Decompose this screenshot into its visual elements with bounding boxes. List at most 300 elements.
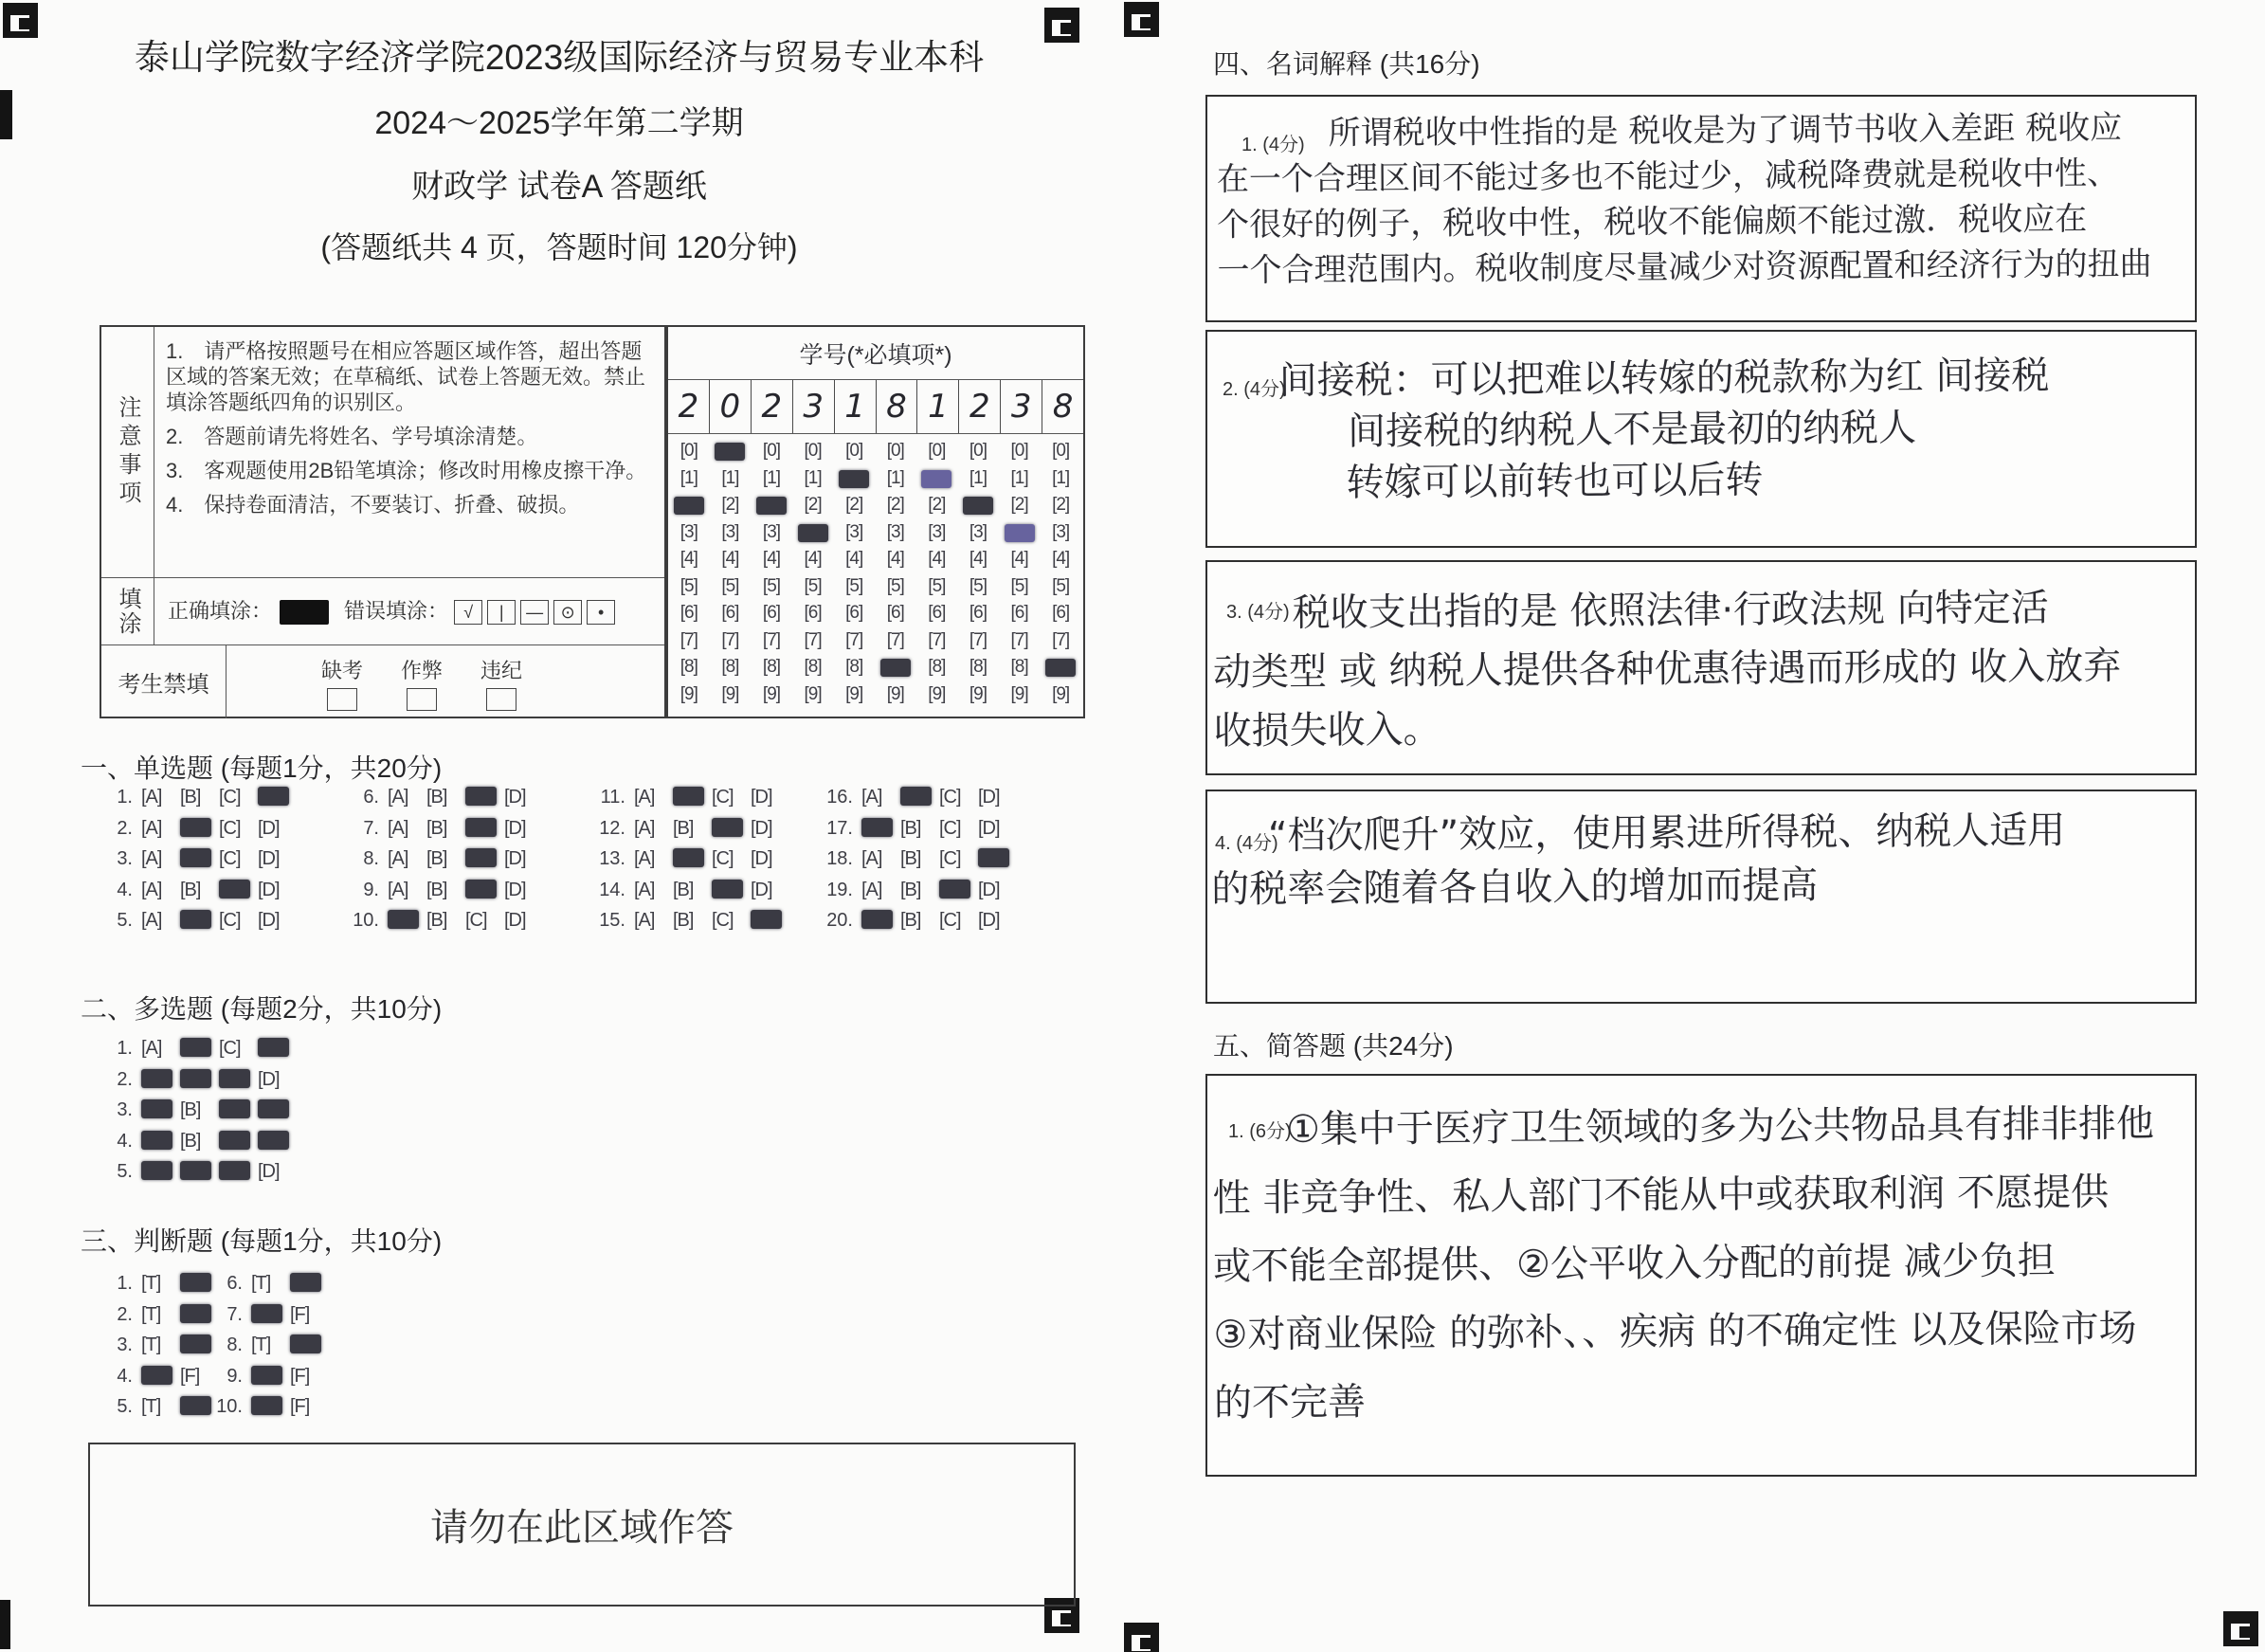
wrong-fill-example-box: • [587, 600, 615, 625]
no-answer-zone-text: 请勿在此区域作答 [430, 1507, 734, 1549]
answer-box-short-answer-1 [1205, 1074, 2197, 1477]
id-bubble: [4] [680, 549, 698, 569]
id-bubble: [6] [1010, 603, 1028, 623]
answer-bubble: [C] [939, 787, 961, 808]
id-bubble: [9] [969, 683, 988, 704]
answer-bubble: [B] [426, 787, 447, 808]
section-heading-single-choice: 一、单选题 (每题1分，共20分) [81, 753, 443, 783]
answer-bubble-filled [219, 1069, 250, 1088]
student-id-digit: 8 [877, 380, 918, 433]
id-bubble-filled [963, 497, 993, 515]
answer-bubble-filled [141, 1099, 172, 1118]
id-bubble: [4] [721, 549, 739, 569]
registration-marker-icon [1124, 1623, 1159, 1652]
id-bubble: [3] [969, 521, 988, 542]
id-bubble: [7] [1010, 629, 1028, 650]
answer-bubble: [B] [900, 910, 921, 931]
question-row [584, 910, 789, 941]
answer-bubble: [D] [258, 910, 280, 931]
answer-bubble: [B] [180, 787, 201, 808]
answer-bubble: [D] [504, 817, 526, 839]
id-bubble: [8] [845, 657, 863, 677]
answer-bubble-filled [180, 1161, 211, 1180]
question-row [584, 818, 789, 849]
answer-score-label: 1. (4分) [1241, 135, 1305, 155]
answer-bubble: [B] [900, 817, 921, 839]
handwritten-line: “档次爬升”效应，使用累进所得税、纳税人适用 [1267, 808, 2066, 859]
student-id-block [666, 325, 1085, 718]
id-bubble: [0] [762, 441, 781, 461]
question-number: 2. [117, 1303, 133, 1325]
answer-bubble-filled [900, 787, 932, 806]
id-bubble: [3] [845, 521, 863, 542]
id-bubble-row [668, 684, 1083, 712]
section-heading-short-answer: 五、简答题 (共24分) [1213, 1031, 1454, 1061]
id-bubble-row [668, 603, 1083, 630]
question-number: 8. [226, 1334, 243, 1355]
answer-bubble-filled [141, 1366, 172, 1385]
id-bubble-filled [921, 470, 951, 488]
answer-bubble: [C] [939, 910, 961, 931]
id-bubble: [9] [928, 683, 946, 704]
answer-bubble: [A] [388, 879, 408, 900]
question-column [584, 787, 789, 941]
answer-bubble: [A] [141, 910, 162, 931]
answer-bubble-filled [939, 880, 970, 899]
question-number: 11. [600, 787, 625, 808]
id-bubble: [4] [886, 549, 904, 569]
notice-item: 4. 保持卷面清洁，不要装订、折叠、破损。 [166, 493, 580, 517]
id-bubble: [1] [1052, 467, 1070, 488]
question-row [91, 1099, 297, 1131]
notice-table [100, 325, 666, 718]
id-bubble: [9] [1010, 683, 1028, 704]
id-bubble: [8] [804, 657, 822, 677]
question-row [91, 1273, 219, 1304]
answer-bubble-filled [258, 1038, 289, 1057]
answer-bubble: [C] [219, 817, 241, 839]
answer-bubble: [D] [258, 1068, 280, 1090]
id-bubble: [6] [804, 603, 822, 623]
handwritten-line: 间接税的纳税人不是最初的纳税人 [1347, 406, 1917, 454]
correct-fill-sample [280, 600, 329, 625]
question-row [811, 787, 1017, 818]
id-bubble-row [668, 522, 1083, 550]
question-row [201, 1334, 329, 1366]
answer-bubble: [A] [388, 787, 408, 808]
question-row [91, 1161, 297, 1192]
answer-bubble: [D] [258, 817, 280, 839]
id-bubble: [1] [804, 467, 822, 488]
answer-bubble: [D] [504, 879, 526, 900]
handwritten-line: ①集中于医疗卫生领域的多为公共物品具有排非排他 [1285, 1101, 2155, 1153]
answer-bubble: [A] [634, 848, 655, 869]
forbidden-option [401, 655, 443, 716]
answer-bubble: [A] [634, 910, 655, 931]
question-column [811, 787, 1017, 941]
id-bubble: [2] [1052, 495, 1070, 515]
answer-bubble: [T] [141, 1396, 161, 1417]
answer-bubble-filled [219, 880, 250, 899]
forbidden-side-label: 考生禁填 [101, 645, 226, 718]
question-number: 20. [826, 910, 853, 931]
id-bubble: [7] [762, 629, 781, 650]
question-row [91, 910, 297, 941]
question-number: 1. [117, 787, 133, 808]
question-number: 7. [226, 1303, 243, 1325]
answer-bubble: [C] [219, 848, 241, 869]
sheet-title-block [0, 28, 1118, 267]
question-number: 14. [599, 879, 625, 900]
answer-bubble: [C] [219, 1038, 241, 1059]
notice-items [154, 327, 664, 517]
id-bubble: [0] [804, 441, 822, 461]
question-row [584, 848, 789, 880]
question-number: 4. [117, 1130, 133, 1152]
id-bubble: [8] [721, 657, 739, 677]
answer-bubble: [D] [978, 879, 1000, 900]
id-bubble: [4] [969, 549, 988, 569]
forbidden-options [226, 645, 664, 716]
question-row [201, 1304, 329, 1335]
id-bubble: [4] [928, 549, 946, 569]
id-bubble: [6] [721, 603, 739, 623]
answer-bubble: [A] [388, 848, 408, 869]
question-number: 10. [353, 910, 379, 931]
id-bubble-row [668, 549, 1083, 576]
handwritten-line: 或不能全部提供、②公平收入分配的前提 减少负担 [1212, 1239, 2056, 1289]
answer-bubble-filled [465, 787, 497, 806]
answer-box-definition-3 [1205, 560, 2197, 775]
answer-bubble: [B] [900, 879, 921, 900]
answer-score-label: 1. (6分) [1228, 1121, 1292, 1142]
fill-side-header [101, 578, 154, 644]
id-bubble: [1] [680, 467, 698, 488]
question-number: 10. [216, 1396, 243, 1417]
answer-bubble: [F] [290, 1396, 310, 1417]
answer-bubble: [B] [426, 879, 447, 900]
question-number: 3. [117, 1334, 133, 1355]
wrong-fill-example-box: | [487, 600, 516, 625]
id-bubble: [8] [1010, 657, 1028, 677]
id-bubble: [1] [886, 467, 904, 488]
correct-fill-label: 正确填涂： [168, 599, 273, 623]
id-bubble-row [668, 441, 1083, 468]
forbidden-option-label: 缺考 [321, 659, 364, 682]
answer-bubble: [C] [219, 787, 241, 808]
answer-box-definition-2 [1205, 330, 2197, 548]
student-id-digits-row [668, 380, 1083, 434]
id-bubble: [2] [845, 495, 863, 515]
answer-bubble: [C] [712, 787, 734, 808]
id-bubble: [7] [928, 629, 946, 650]
answer-bubble: [T] [141, 1273, 161, 1294]
answer-bubble-filled [465, 818, 497, 837]
answer-bubble-filled [141, 1131, 172, 1150]
id-bubble: [5] [1052, 575, 1070, 596]
id-bubble-filled [674, 497, 704, 515]
answer-bubble: [B] [180, 1099, 201, 1120]
id-bubble: [8] [928, 657, 946, 677]
id-bubble: [1] [721, 467, 739, 488]
answer-bubble: [B] [673, 879, 694, 900]
id-bubble: [5] [804, 575, 822, 596]
id-bubble-filled [880, 659, 911, 677]
id-bubble: [6] [928, 603, 946, 623]
student-id-digit: 3 [793, 380, 835, 433]
student-id-digit: 2 [668, 380, 710, 433]
answer-bubble-filled [290, 1273, 321, 1292]
id-bubble: [5] [721, 575, 739, 596]
student-id-title: 学号(*必填项*) [668, 327, 1083, 380]
answer-bubble: [B] [673, 910, 694, 931]
answer-bubble-filled [712, 880, 743, 899]
id-bubble: [3] [1052, 521, 1070, 542]
id-bubble-filled [798, 524, 828, 542]
question-row [584, 787, 789, 818]
id-bubble: [5] [886, 575, 904, 596]
question-number: 4. [117, 1365, 133, 1387]
id-bubble-filled [839, 470, 869, 488]
question-number: 8. [363, 848, 379, 869]
question-row [337, 818, 543, 849]
notice-side-label: 注意事项 [115, 395, 140, 509]
id-bubble: [9] [680, 683, 698, 704]
semester-line: 2024～2025学年第二学期 [374, 105, 744, 141]
question-number: 16. [826, 787, 853, 808]
answer-bubble: [B] [673, 817, 694, 839]
question-number: 2. [117, 817, 133, 839]
answer-bubble: [A] [634, 817, 655, 839]
id-bubble: [9] [721, 683, 739, 704]
wrong-fill-example-box: — [520, 600, 549, 625]
id-bubble: [6] [680, 603, 698, 623]
question-row [201, 1273, 329, 1304]
id-bubble: [4] [845, 549, 863, 569]
question-row [201, 1366, 329, 1397]
no-answer-zone [88, 1443, 1076, 1607]
registration-marker-icon [2223, 1611, 2258, 1646]
handwritten-line: 的税率会随着各自收入的增加而提高 [1211, 863, 1819, 912]
id-bubble: [6] [845, 603, 863, 623]
fill-example-row [101, 578, 664, 645]
id-bubble-row [668, 576, 1083, 604]
id-bubble: [6] [886, 603, 904, 623]
id-bubble: [4] [804, 549, 822, 569]
forbidden-option-label: 作弊 [401, 659, 444, 682]
answer-box-definition-4 [1205, 790, 2197, 1004]
answer-bubble-filled [258, 1131, 289, 1150]
handwritten-answer [1206, 558, 2195, 760]
answer-bubble: [B] [426, 848, 447, 869]
id-bubble: [5] [928, 575, 946, 596]
handwritten-answer [1206, 328, 2195, 509]
question-number: 9. [363, 879, 379, 900]
answer-bubble-filled [465, 880, 497, 899]
forbidden-checkbox [486, 688, 516, 711]
answer-bubble: [D] [978, 787, 1000, 808]
id-bubble: [5] [1010, 575, 1028, 596]
handwritten-line: 收损失收入。 [1213, 707, 1441, 753]
scan-edge-mark [0, 1600, 10, 1649]
forbidden-option [480, 655, 522, 716]
id-bubble-filled [1005, 524, 1035, 542]
section-heading-true-false: 三、判断题 (每题1分，共10分) [81, 1226, 443, 1256]
answer-bubble: [D] [751, 848, 772, 869]
id-bubble: [8] [680, 657, 698, 677]
id-bubble: [2] [804, 495, 822, 515]
answer-bubble: [T] [251, 1273, 271, 1294]
question-row [584, 880, 789, 911]
question-row [91, 787, 297, 818]
id-bubble: [1] [1010, 467, 1028, 488]
forbidden-checkbox [327, 688, 357, 711]
id-bubble: [0] [1010, 441, 1028, 461]
answer-bubble-filled [180, 848, 211, 867]
question-number: 1. [117, 1273, 133, 1294]
question-number: 15. [599, 910, 625, 931]
student-id-bubble-grid [668, 434, 1083, 711]
answer-bubble-filled [251, 1366, 282, 1385]
question-number: 1. [117, 1038, 133, 1059]
answer-bubble: [F] [290, 1365, 310, 1387]
question-row [91, 1304, 219, 1335]
answer-bubble: [C] [939, 817, 961, 839]
answer-score-label: 4. (4分) [1215, 833, 1278, 854]
school-course-title: 泰山学院数字经济学院2023级国际经济与贸易专业本科 [134, 38, 985, 77]
id-bubble-filled [715, 443, 745, 461]
question-number: 3. [117, 848, 133, 869]
question-row [91, 1396, 219, 1427]
id-bubble: [7] [804, 629, 822, 650]
handwritten-line: ③对商业保险 的弥补、、疾病 的不确定性 以及保险市场 [1213, 1306, 2137, 1357]
answer-bubble: [A] [141, 1038, 162, 1059]
student-id-digit: 1 [835, 380, 877, 433]
question-row [201, 1396, 329, 1427]
id-bubble: [0] [845, 441, 863, 461]
section-heading-multi-choice: 二、多选题 (每题2分，共10分) [81, 994, 443, 1024]
question-number: 3. [117, 1099, 133, 1120]
question-number: 2. [117, 1068, 133, 1090]
question-number: 5. [117, 1396, 133, 1417]
answer-bubble: [C] [939, 848, 961, 869]
question-number: 5. [117, 910, 133, 931]
forbidden-option [321, 655, 363, 716]
answer-bubble: [T] [141, 1334, 161, 1355]
id-bubble: [5] [762, 575, 781, 596]
answer-bubble: [B] [426, 817, 447, 839]
answer-bubble-filled [219, 1161, 250, 1180]
handwritten-answer [1207, 788, 2196, 916]
question-row [811, 910, 1017, 941]
section-heading-term-definitions: 四、名词解释 (共16分) [1213, 49, 1480, 79]
handwritten-line: 一个合理范围内。税收制度尽量减少对资源配置和经济行为的扭曲 [1217, 245, 2152, 290]
answer-bubble: [A] [141, 787, 162, 808]
question-column [337, 787, 543, 941]
id-bubble: [9] [762, 683, 781, 704]
answer-bubble-filled [251, 1304, 282, 1323]
question-row [811, 880, 1017, 911]
question-number: 12. [599, 817, 625, 839]
answer-bubble-filled [141, 1161, 172, 1180]
id-bubble: [5] [680, 575, 698, 596]
answer-bubble: [A] [861, 879, 882, 900]
answer-bubble: [D] [751, 879, 772, 900]
answer-bubble: [D] [751, 817, 772, 839]
answer-bubble: [A] [141, 848, 162, 869]
answer-score-label: 2. (4分) [1223, 379, 1286, 400]
wrong-fill-label: 错误填涂： [344, 599, 449, 623]
id-bubble: [6] [1052, 603, 1070, 623]
id-bubble-row [668, 630, 1083, 658]
forbidden-row [101, 645, 664, 718]
answer-bubble-filled [258, 787, 289, 806]
answer-bubble: [F] [180, 1365, 200, 1387]
registration-marker-icon [1124, 2, 1159, 37]
id-bubble: [5] [969, 575, 988, 596]
id-bubble: [7] [721, 629, 739, 650]
question-number: 7. [363, 817, 379, 839]
answer-bubble-filled [465, 848, 497, 867]
answer-bubble: [D] [258, 848, 280, 869]
answer-bubble: [D] [504, 910, 526, 931]
student-id-digit: 2 [752, 380, 793, 433]
student-id-digit: 3 [1001, 380, 1042, 433]
answer-bubble: [A] [861, 848, 882, 869]
fill-side-label: 填涂 [115, 587, 140, 636]
answer-bubble: [B] [180, 879, 201, 900]
question-column [91, 1273, 219, 1427]
answer-bubble: [A] [388, 817, 408, 839]
question-row [91, 1334, 219, 1366]
answer-bubble: [T] [141, 1303, 161, 1325]
id-bubble: [2] [721, 495, 739, 515]
question-column [91, 1038, 297, 1192]
id-bubble-row [668, 495, 1083, 522]
question-row [91, 1069, 297, 1100]
pages-duration-line: (答题纸共 4 页，答题时间 120分钟) [320, 230, 798, 264]
id-bubble: [7] [845, 629, 863, 650]
question-row [91, 848, 297, 880]
answer-bubble-filled [388, 910, 419, 929]
question-row [337, 880, 543, 911]
answer-bubble: [D] [258, 879, 280, 900]
answer-bubble-filled [251, 1396, 282, 1415]
id-bubble: [7] [886, 629, 904, 650]
student-id-digit: 1 [917, 380, 959, 433]
question-row [811, 848, 1017, 880]
answer-bubble-filled [861, 910, 893, 929]
question-number: 19. [826, 879, 853, 900]
answer-bubble: [T] [251, 1334, 271, 1355]
question-column [91, 787, 297, 941]
id-bubble: [9] [845, 683, 863, 704]
answer-bubble-filled [180, 1069, 211, 1088]
id-bubble: [9] [1052, 683, 1070, 704]
id-bubble: [4] [1052, 549, 1070, 569]
handwritten-line: 所谓税收中性指的是 税收是为了调节书收入差距 税收应 [1328, 108, 2123, 153]
id-bubble: [4] [762, 549, 781, 569]
id-bubble: [3] [680, 521, 698, 542]
answer-bubble-filled [673, 787, 704, 806]
id-bubble-filled [1045, 659, 1076, 677]
id-bubble: [2] [928, 495, 946, 515]
answer-bubble: [A] [141, 817, 162, 839]
question-row [337, 787, 543, 818]
question-row [91, 1038, 297, 1069]
answer-bubble-filled [180, 910, 211, 929]
answer-bubble: [A] [141, 879, 162, 900]
